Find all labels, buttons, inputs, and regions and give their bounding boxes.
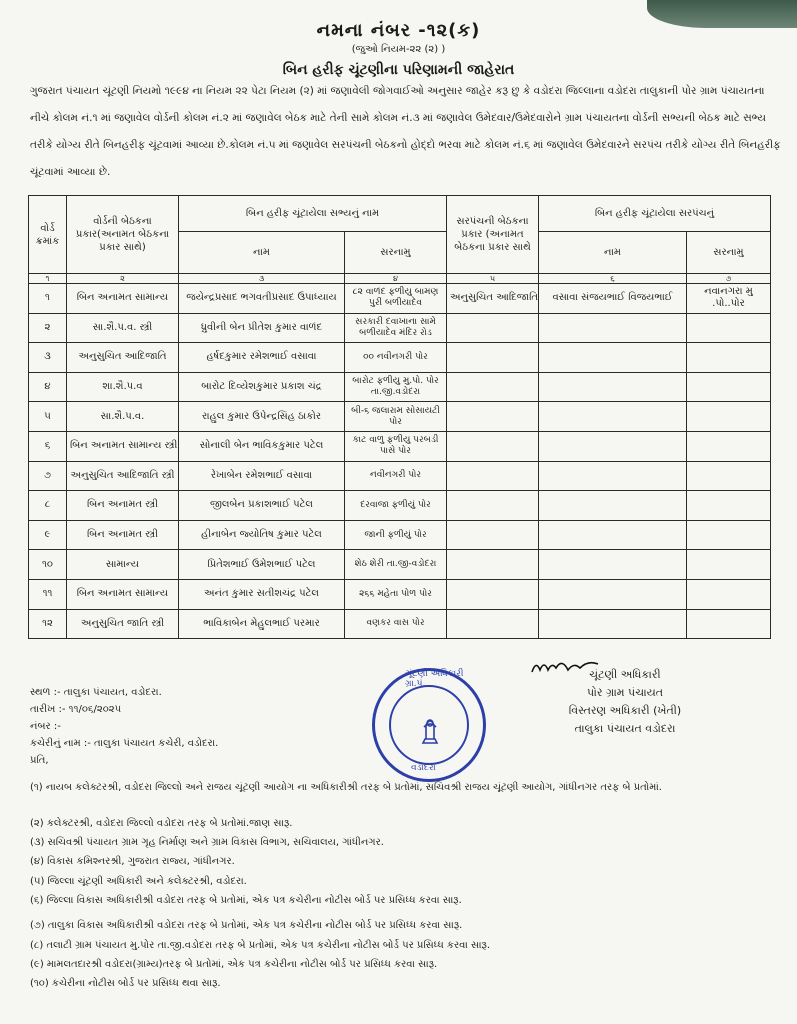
member-address-cell: જાની ફળીયું પોર xyxy=(345,520,447,550)
table-row xyxy=(29,284,771,314)
ward-no-cell: ૭ xyxy=(29,461,67,491)
sarpanch-address-cell-empty xyxy=(687,402,771,432)
sarpanch-seat-cell-empty xyxy=(447,343,539,373)
copy-item: (૩) સચિવશ્રી પંચાયત ગ્રામ ગૃહ નિર્માણ અને ગ્રામ વિકાસ વિભાગ, સચિવાલય, ગાંધીનગર. xyxy=(30,837,384,848)
member-name-cell: રાહુલ કુમાર ઉપેન્દ્રસિંહ ઠાકોર xyxy=(179,402,345,432)
seat-type-cell: સામાન્ય xyxy=(67,550,179,580)
ward-no-cell: ૫ xyxy=(29,402,67,432)
table-row xyxy=(29,461,771,491)
sarpanch-address-cell-empty xyxy=(687,550,771,580)
results-table-body xyxy=(29,284,771,639)
sarpanch-address-cell-empty xyxy=(687,491,771,521)
sarpanch-name-cell-empty xyxy=(539,520,687,550)
ward-no-cell: ૧૨ xyxy=(29,609,67,639)
stamp-text-top: ચૂંટણી અધિકારી ગ્રા.પં. xyxy=(405,669,464,689)
table-row xyxy=(29,431,771,461)
member-name-cell: ધ્રુવીની બેન પ્રીતેશ કુમાર વાળંદ xyxy=(179,313,345,343)
member-name-cell: સોનાલી બેન ભાવિકકુમાર પટેલ xyxy=(179,431,345,461)
ward-no-cell: ૪ xyxy=(29,372,67,402)
column-number: ૪ xyxy=(345,274,447,284)
sarpanch-address-cell-empty xyxy=(687,520,771,550)
ward-no-cell: ૬ xyxy=(29,431,67,461)
copy-item: (૧૦) કચેરીના નોટીસ બોર્ડ પર પ્રસિધ્ધ થવા સારૂ. xyxy=(30,978,221,989)
table-row xyxy=(29,550,771,580)
sarpanch-seat-cell-empty xyxy=(447,579,539,609)
header-sarpanch-group: બિન હરીફ ચૂંટાયેલા સરપંચનું xyxy=(539,196,771,232)
header-seat-type: વોર્ડની બેઠકના પ્રકાર(અનામત બેઠકના પ્રકાર સાથે) xyxy=(67,196,179,274)
header-sarpanch-address: સરનામુ xyxy=(687,232,771,274)
sarpanch-name-cell-empty xyxy=(539,402,687,432)
member-name-cell: જયેન્દ્રપ્રસાદ ભગવતીપ્રસાદ ઉપાધ્યાય xyxy=(179,284,345,314)
table-row xyxy=(29,343,771,373)
copy-item: (૮) તલાટી ગ્રામ પંચાયત મુ.પોર તા.જી.વડોદરા તરફ બે પ્રતોમાં, એક પત્ર કચેરીના નોટીસ બોર્ડ પર પ્રસિધ્ધ કરવા સારૂ. xyxy=(30,940,491,951)
copy-item: (૨) કલેક્ટરશ્રી, વડોદરા જિલ્લો વડોદરા તરફ બે પ્રતોમાં.જાણ સારૂ. xyxy=(30,818,293,829)
member-name-cell: ભાવિકાબેન મેહુલભાઈ પરમાર xyxy=(179,609,345,639)
column-number: ૫ xyxy=(447,274,539,284)
copy-item: (૯) મામલતદારશ્રી વડોદરા(ગ્રામ્ય)તરફ બે પ્રતોમાં, એક પત્ર કચેરીના નોટીસ બોર્ડ પર પ્રસિધ્ધ કરવા સારૂ. xyxy=(30,959,438,970)
column-number: ૭ xyxy=(687,274,771,284)
member-name-cell: જીલબેન પ્રકાશભાઈ પટેલ xyxy=(179,491,345,521)
table-row xyxy=(29,402,771,432)
signatory-line: તાલુકા પંચાયત વડોદરા xyxy=(574,722,676,735)
sarpanch-address-cell-empty xyxy=(687,579,771,609)
member-name-cell: અનંત કુમાર સતીશચંદ્ર પટેલ xyxy=(179,579,345,609)
sarpanch-name-cell-empty xyxy=(539,461,687,491)
table-row xyxy=(29,372,771,402)
copy-item: (૪) વિકાસ કમિશ્નરશ્રી, ગુજરાત રાજ્ય, ગાંધીનગર. xyxy=(30,856,235,867)
signatory-line: વિસ્તરણ અધિકારી (ખેતી) xyxy=(568,704,682,717)
office-line: કચેરીનું નામ :- તાલુકા પંચાયત કચેરી, વડોદરા. xyxy=(30,738,219,749)
member-name-cell: રેખાબેન રમેશભાઈ વસાવા xyxy=(179,461,345,491)
member-address-cell: બી-૬ જલારામ સોસાયટી પોર xyxy=(345,402,447,432)
column-number: ૬ xyxy=(539,274,687,284)
to-line: પ્રતિ, xyxy=(30,755,49,766)
form-title: નમના નંબર -૧૨(ક) xyxy=(316,20,481,41)
header-name: નામ xyxy=(179,232,345,274)
copy-item: (૧) નાયબ કલેક્ટરશ્રી, વડોદરા જિલ્લો અને રાજય ચૂંટણી આયોગ ના અધિકારીશ્રી તરફ બે પ્રતોમાં, સચિવશ્રી રાજય ચૂંટણી આયોગ, ગાંધીનગર તરફ બે પ્રતોમાં. xyxy=(30,782,662,793)
ward-no-cell: ૯ xyxy=(29,520,67,550)
sarpanch-seat-cell-empty xyxy=(447,313,539,343)
copy-item: (૬) જિલ્લા વિકાસ અધિકારીશ્રી વડોદરા તરફ બે પ્રતોમાં, એક પત્ર કચેરીના નોટીસ બોર્ડ પર પ્રસિધ્ધ કરવા સારૂ. xyxy=(30,895,462,906)
sarpanch-name-cell-empty xyxy=(539,579,687,609)
sarpanch-seat-cell-empty xyxy=(447,431,539,461)
header-sarpanch-seat: સરપંચની બેઠકના પ્રકાર (અનામત બેઠકના પ્રકાર સાથે xyxy=(447,196,539,274)
header-sarpanch-name: નામ xyxy=(539,232,687,274)
stamp-text-bottom: વડોદરા xyxy=(411,763,436,773)
sarpanch-name-cell-empty xyxy=(539,372,687,402)
sarpanch-name-cell-empty xyxy=(539,609,687,639)
place-line: સ્થળ :- તાલુકા પંચાયત, વડોદરા. xyxy=(30,687,162,698)
official-stamp xyxy=(372,668,486,782)
intro-line: ગુજરાત પંચાયત ચૂંટણી નિયમો ૧૯૯૪ ના નિયમ ૨૨ પેટા નિયમ (૨) માં જણાવેલી જોગવાઈઓ અનુસાર જાહેર કરૂ છુ કે વડોદરા જિલ્લાના વડોદરા તાલુકાની પોર ગ્રામ પંચાયતના xyxy=(30,85,765,97)
sarpanch-seat-cell-empty xyxy=(447,609,539,639)
sarpanch-name-cell-empty xyxy=(539,313,687,343)
seat-type-cell: અનુસુચિત આદિજાતિ સ્ત્રી xyxy=(67,461,179,491)
footer-details xyxy=(30,684,218,769)
results-table xyxy=(28,195,771,639)
member-address-cell: ૦૦ નવીનગરી પોર xyxy=(345,343,447,373)
member-name-cell: હીનાબેન જ્યોતિષ કુમાર પટેલ xyxy=(179,520,345,550)
seat-type-cell: બિન અનામત સ્ત્રી xyxy=(67,491,179,521)
seat-type-cell: અનુસુચિત આદિજાતિ xyxy=(67,343,179,373)
member-address-cell: બારોટ ફળીયુ મુ.પો. પોર તા.જી.વડોદરા xyxy=(345,372,447,402)
sarpanch-seat-cell-empty xyxy=(447,491,539,521)
sarpanch-seat-cell-empty xyxy=(447,461,539,491)
sarpanch-seat-cell-empty xyxy=(447,550,539,580)
sarpanch-name-cell: વસાવા સંજયભાઈ વિજયભાઈ xyxy=(539,284,687,314)
ward-no-cell: ૧૧ xyxy=(29,579,67,609)
column-number: ૧ xyxy=(29,274,67,284)
seat-type-cell: અનુસુચિત જાતિ સ્ત્રી xyxy=(67,609,179,639)
member-address-cell: વણકર વાસ પોર xyxy=(345,609,447,639)
sarpanch-address-cell: નવાનગરા મુ .પો..પોર xyxy=(687,284,771,314)
intro-line: ચૂંટવામાં આવ્યા છે. xyxy=(30,166,111,178)
intro-paragraph xyxy=(30,78,781,186)
member-address-cell: કાટ વાળુ ફળીયુ પરબડી પાસે પોર xyxy=(345,431,447,461)
ward-no-cell: ૩ xyxy=(29,343,67,373)
column-number: ૨ xyxy=(67,274,179,284)
sarpanch-seat-cell: અનુસુચિત આદિજાતિ xyxy=(447,284,539,314)
sarpanch-seat-cell-empty xyxy=(447,372,539,402)
member-address-cell: શેઠ શેરી તા.જી-વડોદરા xyxy=(345,550,447,580)
sarpanch-name-cell-empty xyxy=(539,343,687,373)
copy-item: (૫) જિલ્લા ચૂંટણી અધિકારી અને કલેક્ટરશ્રી, વડોદરા. xyxy=(30,876,247,887)
member-address-cell: દરવાજા ફળીયું પોર xyxy=(345,491,447,521)
sarpanch-name-cell-empty xyxy=(539,431,687,461)
table-row xyxy=(29,609,771,639)
member-address-cell: સરકારી દવાખાના સામે બળીયાદેવ મંદિર રોડ xyxy=(345,313,447,343)
number-line: નંબર :- xyxy=(30,721,61,732)
sarpanch-seat-cell-empty xyxy=(447,520,539,550)
intro-line: તરીકે યોગ્ય રીતે બિનહરીફ ચૂંટવામાં આવ્યા છે.કોલમ નં.૫ માં જણાવેલ સરપંચની બેઠકનો હોદ્દો ભરવા માટે કોલમ નં.૬ માં જણાવેલ ઉમેદવારને સરપંચ તરીકે યોગ્ય રીતે બિનહરીફ xyxy=(30,139,781,151)
member-name-cell: પ્રિતેશભાઈ ઉમેશભાઈ પટેલ xyxy=(179,550,345,580)
ward-no-cell: ૧૦ xyxy=(29,550,67,580)
sarpanch-address-cell-empty xyxy=(687,461,771,491)
sarpanch-address-cell-empty xyxy=(687,431,771,461)
national-emblem-icon xyxy=(415,713,445,749)
table-row xyxy=(29,579,771,609)
signatory-block xyxy=(510,666,740,738)
ward-no-cell: ૮ xyxy=(29,491,67,521)
member-address-cell: નવીનગરી પોર xyxy=(345,461,447,491)
seat-type-cell: બિન અનામત સામાન્ય xyxy=(67,284,179,314)
table-row xyxy=(29,313,771,343)
form-rule-reference: (જુઓ નિયમ-૨૨ (૨) ) xyxy=(351,44,446,55)
sarpanch-address-cell-empty xyxy=(687,313,771,343)
sarpanch-seat-cell-empty xyxy=(447,402,539,432)
header-members-group: બિન હરીફ ચૂંટાયેલા સભ્યનું નામ xyxy=(179,196,447,232)
member-name-cell: બારોટ દિવ્યેશકુમાર પ્રકાશ ચંદ્ર xyxy=(179,372,345,402)
ward-no-cell: ૧ xyxy=(29,284,67,314)
member-address-cell: ૨૬૬ મહેતા પોળ પોર xyxy=(345,579,447,609)
sarpanch-name-cell-empty xyxy=(539,491,687,521)
seat-type-cell: સા.શૈ.પ.વ. સ્ત્રી xyxy=(67,313,179,343)
seat-type-cell: બિન અનામત સામાન્ય xyxy=(67,579,179,609)
intro-line: નીચે કોલમ નં.૧ માં જણાવેલ વોર્ડની કોલમ નં.૨ માં જણાવેલ બેઠક માટે તેની સામે કોલમ નં.૩ માં જણાવેલ ઉમેદવાર/ઉમેદવારોને ગ્રામ પંચાયતના વોર્ડની સભ્યની બેઠક માટે સભ્ય xyxy=(30,112,766,124)
table-row xyxy=(29,491,771,521)
date-line: તારીખ :- ૧૧/૦૬/૨૦૨૫ xyxy=(30,704,122,715)
sarpanch-address-cell-empty xyxy=(687,609,771,639)
member-name-cell: હર્ષદકુમાર રમેશભાઈ વસાવા xyxy=(179,343,345,373)
seat-type-cell: બિન અનામત સામાન્ય સ્ત્રી xyxy=(67,431,179,461)
ward-no-cell: ૨ xyxy=(29,313,67,343)
header-address: સરનામુ xyxy=(345,232,447,274)
stamp-inner-ring xyxy=(389,685,469,765)
sarpanch-name-cell-empty xyxy=(539,550,687,580)
sarpanch-address-cell-empty xyxy=(687,343,771,373)
signatory-line: ચૂંટણી અધિકારી xyxy=(589,668,661,681)
table-row xyxy=(29,520,771,550)
member-address-cell: ૮૨ વાળંદ ફળીયુ બામણ પુરી બળીયાદેવ xyxy=(345,284,447,314)
column-number: ૩ xyxy=(179,274,345,284)
sarpanch-address-cell-empty xyxy=(687,372,771,402)
header-ward-no: વોર્ડ ક્રમાંક xyxy=(29,196,67,274)
seat-type-cell: બિન અનામત સ્ત્રી xyxy=(67,520,179,550)
seat-type-cell: શા.શૈ.પ.વ xyxy=(67,372,179,402)
signatory-line: પોર ગ્રામ પંચાયત xyxy=(587,686,663,699)
copy-item: (૭) તાલુકા વિકાસ અધિકારીશ્રી વડોદરા તરફ બે પ્રતોમાં, એક પત્ર કચેરીના નોટીસ બોર્ડ પર પ્રસિધ્ધ કરવા સારૂ. xyxy=(30,920,463,931)
announcement-heading: બિન હરીફ ચૂંટણીના પરિણામની જાહેરાત xyxy=(282,62,515,78)
seat-type-cell: સા.શૈ.પ.વ. xyxy=(67,402,179,432)
